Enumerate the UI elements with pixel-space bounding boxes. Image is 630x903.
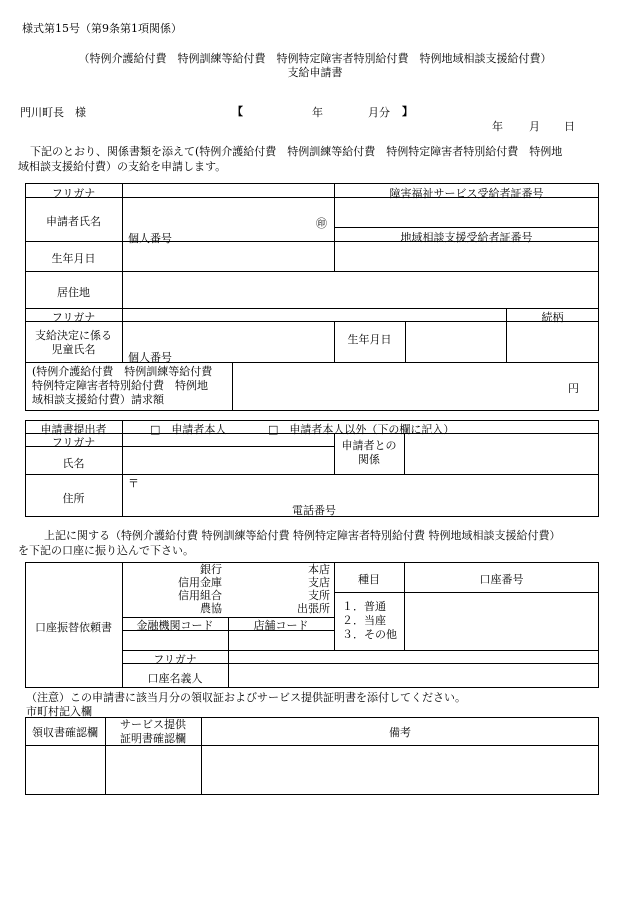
bank-transfer-label: 口座振替依頼書 — [35, 621, 112, 634]
submitter-relation-label: 申請者との 関係 — [341, 439, 397, 466]
bank-code-label: 金融機関コード — [136, 619, 214, 632]
yen-unit: 円 — [568, 382, 579, 395]
account-no-label: 口座番号 — [479, 573, 524, 586]
account-holder-label: 口座名義人 — [147, 672, 203, 685]
submitter-name-label: 氏名 — [62, 457, 85, 470]
submitter-label: 申請書提出者 — [40, 423, 107, 436]
submitter-furigana-label: フリガナ — [51, 436, 96, 449]
service-cert-check-label: サービス提供 証明書確認欄 — [120, 718, 186, 745]
postal-mark: 〒 — [128, 477, 139, 490]
child-name-label: 支給決定に係る 児童氏名 — [35, 329, 112, 356]
service-cert-label: 障害福祉サービス受給者証番号 — [389, 187, 544, 200]
applicant-birth-label: 生年月日 — [51, 252, 96, 265]
receipt-check-label: 領収書確認欄 — [32, 726, 98, 739]
transfer-intro-line1: 上記に関する（特例介護給付費 特例訓練等給付費 特例特定障害者特別給付費 特例地域相談支援給付費） — [44, 529, 561, 542]
target-month-label: 月分 — [368, 106, 390, 119]
office-section-label: 市町村記入欄 — [26, 705, 92, 718]
submitter-address-label: 住所 — [62, 492, 85, 505]
remarks-label: 備考 — [389, 726, 411, 739]
phone-label: 電話番号 — [292, 504, 336, 517]
claim-label: (特例介護給付費 特例訓練等給付費 特例特定障害者特別給付費 特例地 域相談支援給付費）請求額 — [32, 365, 213, 406]
applicant-address-label: 居住地 — [57, 286, 90, 299]
child-furigana-label: フリガナ — [51, 311, 96, 324]
applicant-furigana-label: フリガナ — [51, 187, 96, 200]
applicant-personal-no-label: 個人番号 — [128, 232, 172, 245]
applicant-name-label: 申請者氏名 — [46, 215, 101, 228]
child-personal-no-label: 個人番号 — [128, 351, 172, 364]
community-cert-label: 地域相談支援受給者証番号 — [400, 231, 533, 244]
form-number: 様式第15号（第9条第1項関係） — [22, 22, 182, 35]
submitter-other-checkbox[interactable]: □ 申請者本人以外（下の欄に記入） — [268, 423, 455, 436]
transfer-intro-line2: を下記の口座に振り込んで下さい。 — [18, 544, 194, 557]
bank-type-right: 本店 支店 支所 出張所 — [297, 563, 330, 615]
branch-code-label: 店舗コード — [253, 619, 309, 632]
bank-type-left: 銀行 信用金庫 信用組合 農協 — [178, 563, 222, 615]
form-title-line2: 支給申請書 — [287, 66, 343, 79]
holder-furigana-label: フリガナ — [153, 653, 197, 666]
intro-line2: 域相談支援給付費）の支給を申請します。 — [18, 160, 227, 173]
bracket-close: 】 — [402, 105, 413, 118]
bracket-open: 【 — [232, 105, 243, 118]
submitter-self-checkbox[interactable]: □ 申請者本人 — [150, 423, 227, 436]
child-relation-label: 続柄 — [541, 311, 564, 324]
child-birth-label: 生年月日 — [347, 333, 392, 346]
target-year-label: 年 — [312, 106, 323, 119]
note-text: （注意）この申請書に該当月分の領収証およびサービス提供証明書を添付してください。 — [26, 691, 466, 704]
intro-line1: 下記のとおり、関係書類を添えて(特例介護給付費 特例訓練等給付費 特例特定障害者特別給付費 特例地 — [30, 145, 563, 158]
form-title-line1: （特例介護給付費 特例訓練等給付費 特例特定障害者特別給付費 特例地域相談支援給付費） — [78, 52, 552, 65]
addressee: 門川町長 様 — [20, 106, 86, 119]
seal-icon: ㊞ — [316, 217, 327, 230]
account-kind-label: 種目 — [358, 573, 380, 586]
date-month-label: 月 — [529, 120, 540, 133]
date-day-label: 日 — [564, 120, 575, 133]
date-year-label: 年 — [492, 120, 503, 133]
account-kind-options: １．普通 ２．当座 ３．その他 — [342, 600, 397, 641]
